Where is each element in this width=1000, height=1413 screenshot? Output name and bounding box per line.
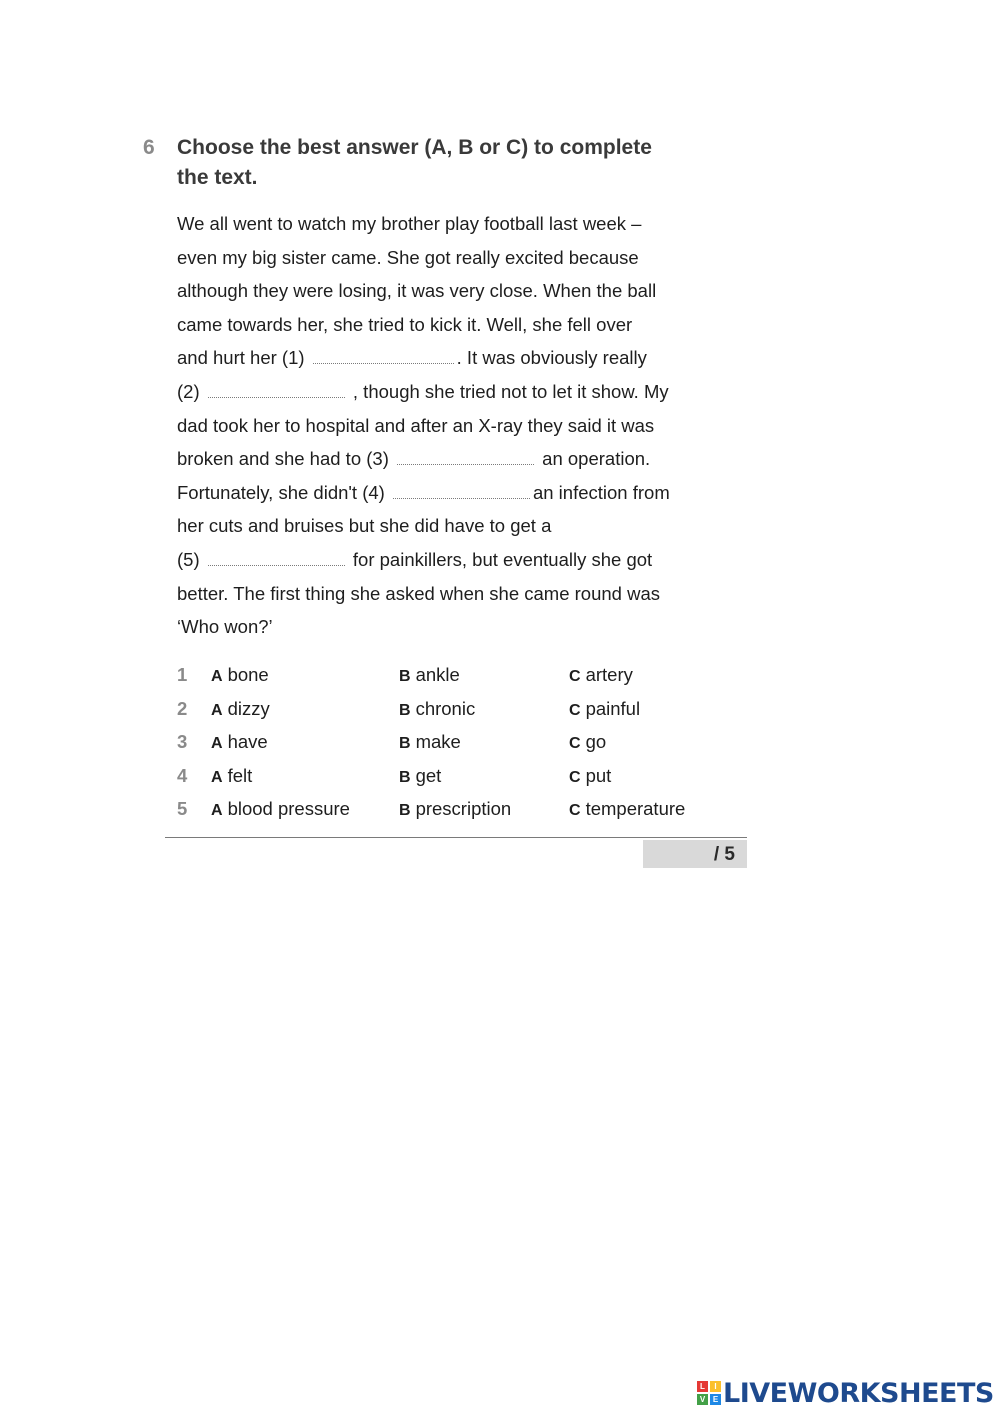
logo-mark-square: V (697, 1394, 708, 1405)
option-c[interactable] (569, 759, 611, 795)
option-word: put (585, 764, 612, 786)
passage-fragment: for painkillers, but eventually she got (352, 548, 653, 570)
option-letter: C (569, 668, 581, 685)
passage-fragment: (5) (177, 548, 200, 570)
passage-line (177, 375, 757, 409)
passage-line: came towards her, she tried to kick it. Well, she fell over (177, 313, 633, 335)
option-b[interactable] (399, 759, 441, 795)
option-letter: B (399, 802, 411, 820)
logo-mark-square: L (697, 1381, 708, 1392)
option-word: go (585, 731, 607, 753)
option-b[interactable] (399, 658, 460, 694)
option-letter: A (211, 802, 223, 820)
liveworksheets-logo (697, 1376, 994, 1410)
passage-fragment: an infection from (532, 481, 670, 503)
title-line-2: the text. (177, 166, 258, 189)
option-letter: A (211, 735, 223, 753)
option-word: artery (585, 664, 633, 685)
passage-fragment: and hurt her (1) (177, 347, 305, 369)
option-a[interactable] (211, 725, 268, 761)
passage-line: dad took her to hospital and after an X-ray they said it was (177, 414, 655, 436)
option-word: painful (585, 697, 641, 719)
passage-line: her cuts and bruises but she did have to get a (177, 515, 552, 537)
passage-line (177, 476, 757, 510)
option-letter: C (569, 802, 581, 820)
option-number: 2 (177, 697, 188, 719)
option-a[interactable] (211, 792, 350, 828)
passage-fragment: an operation. (542, 448, 651, 470)
option-word: blood pressure (227, 798, 350, 820)
option-letter: C (569, 768, 581, 786)
exercise-number: 6 (143, 136, 155, 159)
passage-fragment: , though she tried not to let it show. My (352, 380, 669, 402)
option-b[interactable] (399, 725, 461, 761)
option-word: bone (227, 664, 269, 685)
passage-fragment: . It was obviously really (456, 347, 647, 369)
option-row (177, 759, 757, 793)
gap-3-blank[interactable] (397, 450, 534, 465)
logo-text: LIVEWORKSHEETS (723, 1377, 994, 1409)
passage-fragment: Fortunately, she didn't (4) (177, 481, 385, 503)
logo-mark-square: E (710, 1394, 721, 1405)
passage-line: ‘Who won?’ (177, 616, 273, 638)
option-letter: B (399, 735, 411, 753)
option-letter: C (569, 701, 581, 719)
option-word: temperature (585, 798, 686, 820)
option-row (177, 658, 757, 692)
option-row (177, 692, 757, 726)
option-word: chronic (415, 697, 476, 719)
option-number: 4 (177, 764, 188, 786)
gap-2-blank[interactable] (208, 383, 345, 398)
option-word: make (415, 731, 461, 753)
passage-line: although they were losing, it was very close. When the ball (177, 280, 657, 302)
option-letter: B (399, 701, 411, 719)
option-b[interactable] (399, 792, 511, 828)
title-line-1: Choose the best answer (A, B or C) to complete (177, 136, 652, 159)
gap-4-blank[interactable] (393, 484, 530, 499)
gap-1-blank[interactable] (313, 349, 454, 364)
option-word: get (415, 764, 442, 786)
option-row (177, 725, 757, 759)
option-word: dizzy (227, 697, 270, 719)
passage-line (177, 442, 757, 476)
passage-text (177, 207, 757, 644)
option-b[interactable] (399, 692, 475, 728)
option-word: felt (227, 764, 253, 786)
option-c[interactable] (569, 792, 685, 828)
option-number: 3 (177, 731, 188, 753)
passage-line (177, 341, 757, 375)
option-number: 5 (177, 798, 188, 820)
option-letter: A (211, 668, 223, 685)
option-word: prescription (415, 798, 512, 820)
passage-fragment: (2) (177, 380, 200, 402)
option-letter: C (569, 735, 581, 753)
passage-line (177, 543, 757, 577)
option-c[interactable] (569, 692, 640, 728)
passage-fragment: broken and she had to (3) (177, 448, 389, 470)
option-word: ankle (415, 664, 460, 685)
option-c[interactable] (569, 658, 633, 694)
option-letter: B (399, 668, 411, 685)
passage-line: better. The first thing she asked when she came round was (177, 582, 660, 604)
passage-line: even my big sister came. She got really excited because (177, 246, 639, 268)
score-box: / 5 (643, 840, 747, 868)
exercise-title (177, 133, 737, 193)
option-a[interactable] (211, 692, 270, 728)
option-letter: B (399, 768, 411, 786)
option-letter: A (211, 768, 223, 786)
logo-mark-icon (697, 1381, 721, 1405)
option-c[interactable] (569, 725, 606, 761)
option-letter: A (211, 701, 223, 719)
option-row (177, 792, 757, 826)
answer-options (177, 658, 757, 826)
option-number: 1 (177, 664, 188, 685)
option-word: have (227, 731, 268, 753)
option-a[interactable] (211, 759, 252, 795)
logo-mark-square: I (710, 1381, 721, 1392)
gap-5-blank[interactable] (208, 551, 345, 566)
passage-line: We all went to watch my brother play football last week – (177, 213, 642, 234)
option-a[interactable] (211, 658, 269, 694)
divider (165, 837, 747, 838)
